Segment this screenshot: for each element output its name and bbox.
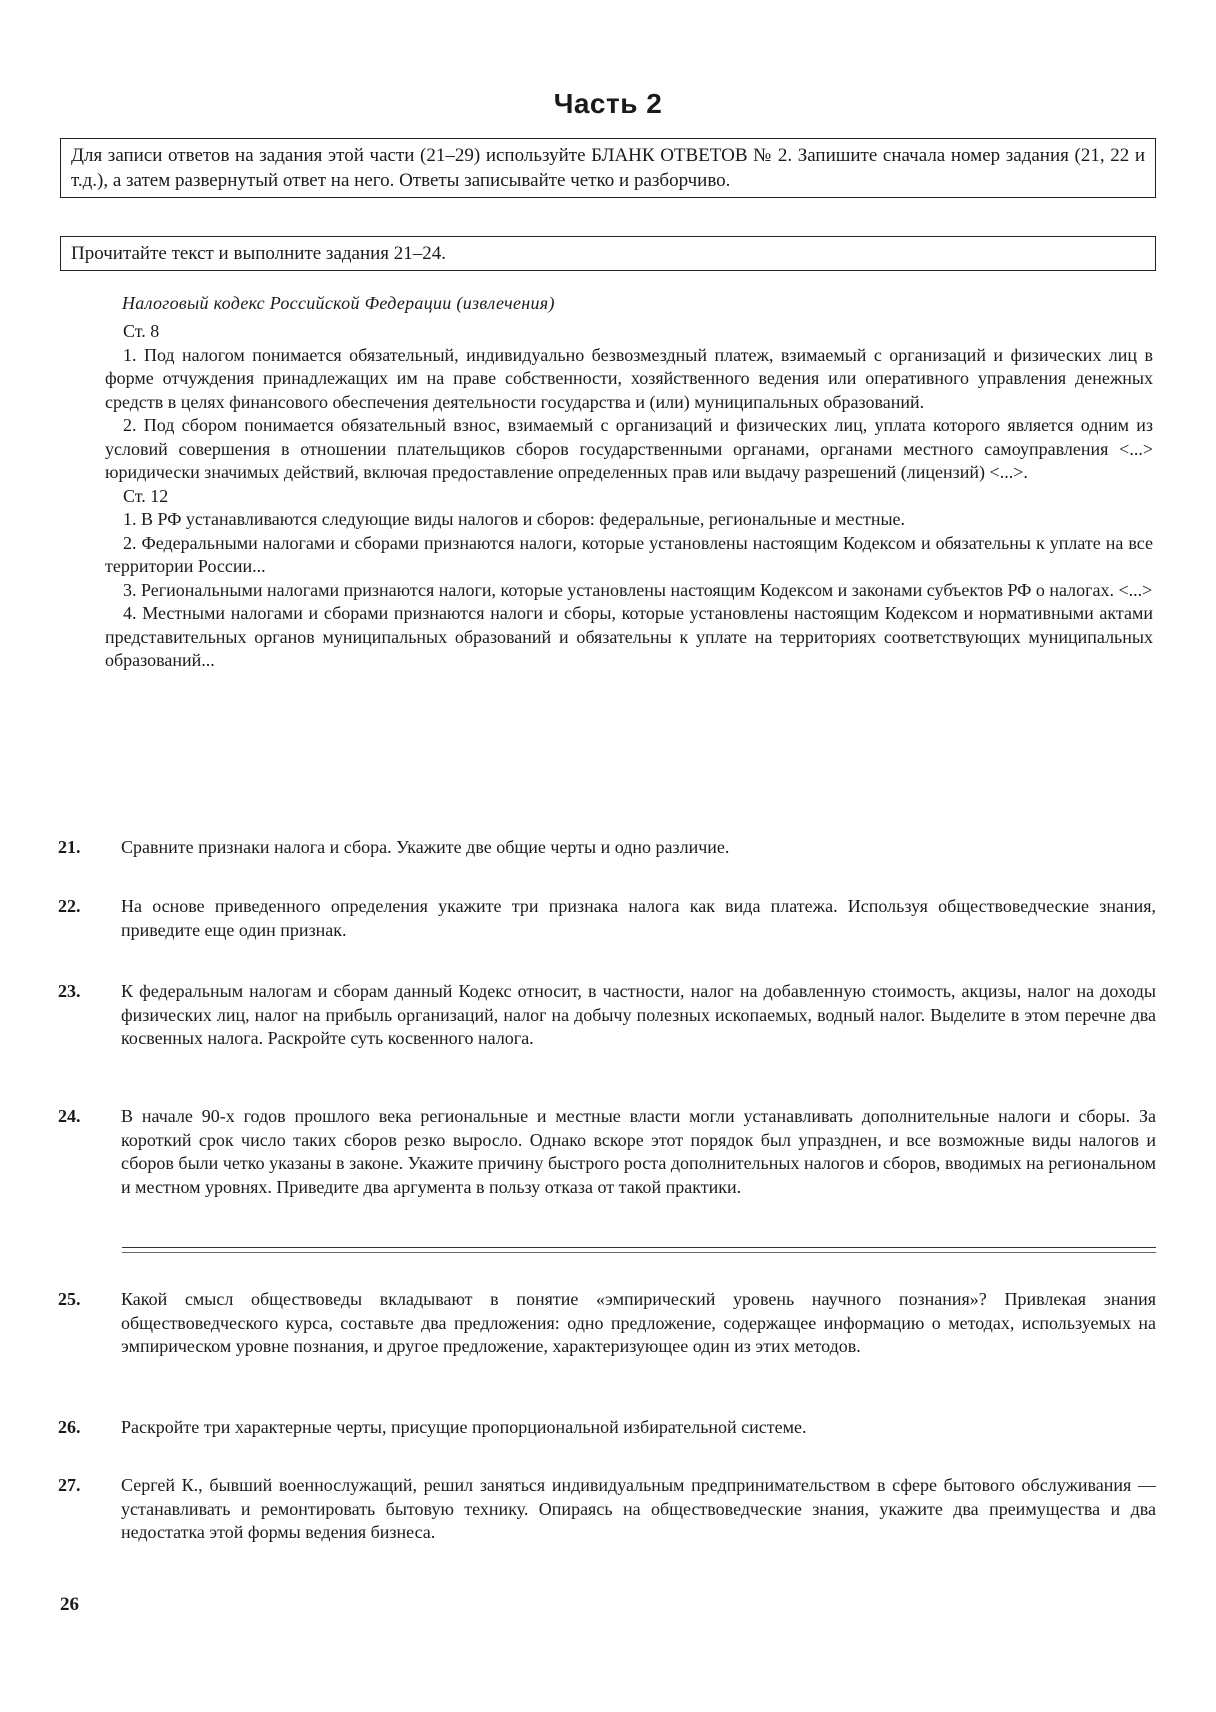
task-23 <box>58 980 1156 1051</box>
article-12-paragraph-3: 3. Региональными налогами признаются налоги, которые установлены настоящим Кодексом и законами субъектов РФ о налогах. <...> <box>123 579 1153 600</box>
article-12-paragraph-4: 4. Местными налогами и сборами признаются налоги и сборы, которые установлены настоящим Кодексом и нормативными актами представительных органов муниципальных образований и обязательны к уплате на территориях соответствующих муниципальных образований... <box>105 603 1153 670</box>
task-26 <box>58 1416 1156 1440</box>
source-title: Налоговый кодекс Российской Федерации (извлечения) <box>122 293 555 313</box>
article-12-label: Ст. 12 <box>123 485 169 506</box>
article-8-paragraph-2: 2. Под сбором понимается обязательный взнос, взимаемый с организаций и физических лиц, уплата которого является одним из условий совершения в отношении плательщиков сборов государственными органами, органами местного самоуправления <...> юридически значимых действий, включая предоставление определенных прав или выдачу разрешений (лицензий) <...>. <box>105 415 1153 482</box>
section-divider <box>122 1247 1156 1253</box>
task-text: Раскройте три характерные черты, присущие пропорциональной избирательной системе. <box>121 1417 807 1437</box>
task-number: 24. <box>58 1106 81 1126</box>
read-text-box: Прочитайте текст и выполните задания 21–24. <box>60 236 1156 271</box>
task-25 <box>58 1288 1156 1359</box>
article-8-label: Ст. 8 <box>123 321 160 341</box>
task-number: 25. <box>58 1289 81 1309</box>
task-22 <box>58 895 1156 942</box>
task-text: На основе приведенного определения укажите три признака налога как вида платежа. Используя обществоведческие знания, приведите еще один признак. <box>121 896 1156 940</box>
task-number: 26. <box>58 1417 81 1437</box>
task-text: Сергей К., бывший военнослужащий, решил заняться индивидуальным предпринимательством в сфере бытового обслуживания — устанавливать и ремонтировать бытовую технику. Опираясь на обществоведческие знания, укажите два преимущества и два недостатка этой формы ведения бизнеса. <box>121 1475 1156 1542</box>
page-number: 26 <box>60 1594 79 1615</box>
task-21 <box>58 836 1156 860</box>
task-27 <box>58 1474 1156 1545</box>
page-title: Часть 2 <box>553 88 663 119</box>
task-text: Сравните признаки налога и сбора. Укажите две общие черты и одно различие. <box>121 837 730 857</box>
task-number: 27. <box>58 1475 81 1495</box>
task-number: 21. <box>58 837 81 857</box>
article-12-paragraph-2: 2. Федеральными налогами и сборами признаются налоги, которые установлены настоящим Кодексом и обязательны к уплате на все территории России... <box>105 532 1153 576</box>
task-number: 23. <box>58 981 81 1001</box>
article-8-paragraph-1: 1. Под налогом понимается обязательный, индивидуально безвозмездный платеж, взимаемый с организаций и физических лиц в форме отчуждения принадлежащих им на праве собственности, хозяйственного ведения или оперативного управления денежных средств в целях финансового обеспечения деятельности государства и (или) муниципальных образований. <box>105 344 1153 412</box>
article-12-paragraph-1: 1. В РФ устанавливаются следующие виды налогов и сборов: федеральные, региональные и местные. <box>123 509 906 529</box>
task-text: К федеральным налогам и сборам данный Кодекс относит, в частности, налог на добавленную стоимость, акцизы, налог на доходы физических лиц, налог на прибыль организаций, налог на добычу полезных ископаемых, водный налог. Выделите в этом перечне два косвенных налога. Раскройте суть косвенного налога. <box>121 981 1156 1048</box>
task-number: 22. <box>58 896 81 916</box>
task-text: В начале 90-х годов прошлого века региональные и местные власти могли устанавливать дополнительные налоги и сборы. За короткий срок число таких сборов резко выросло. Однако вскоре этот порядок был упразднен, и все возможные виды налогов и сборов были четко указаны в законе. Укажите причину быстрого роста дополнительных налогов и сборов, вводимых на региональном и местном уровнях. Приведите два аргумента в пользу отказа от такой практики. <box>121 1106 1156 1197</box>
task-text: Какой смысл обществоведы вкладывают в понятие «эмпирический уровень научного познания»? Привлекая знания обществоведческого курса, составьте два предложения: одно предложение, содержащее информацию о методах, используемых на эмпирическом уровне познания, и другое предложение, характеризующее один из этих методов. <box>121 1289 1156 1356</box>
source-text <box>105 320 1153 673</box>
task-24 <box>58 1105 1156 1199</box>
instructions-box: Для записи ответов на задания этой части (21–29) используйте БЛАНК ОТВЕТОВ № 2. Запишите сначала номер задания (21, 22 и т.д.), а затем развернутый ответ на него. Ответы записывайте четко и разборчиво. <box>60 138 1156 198</box>
